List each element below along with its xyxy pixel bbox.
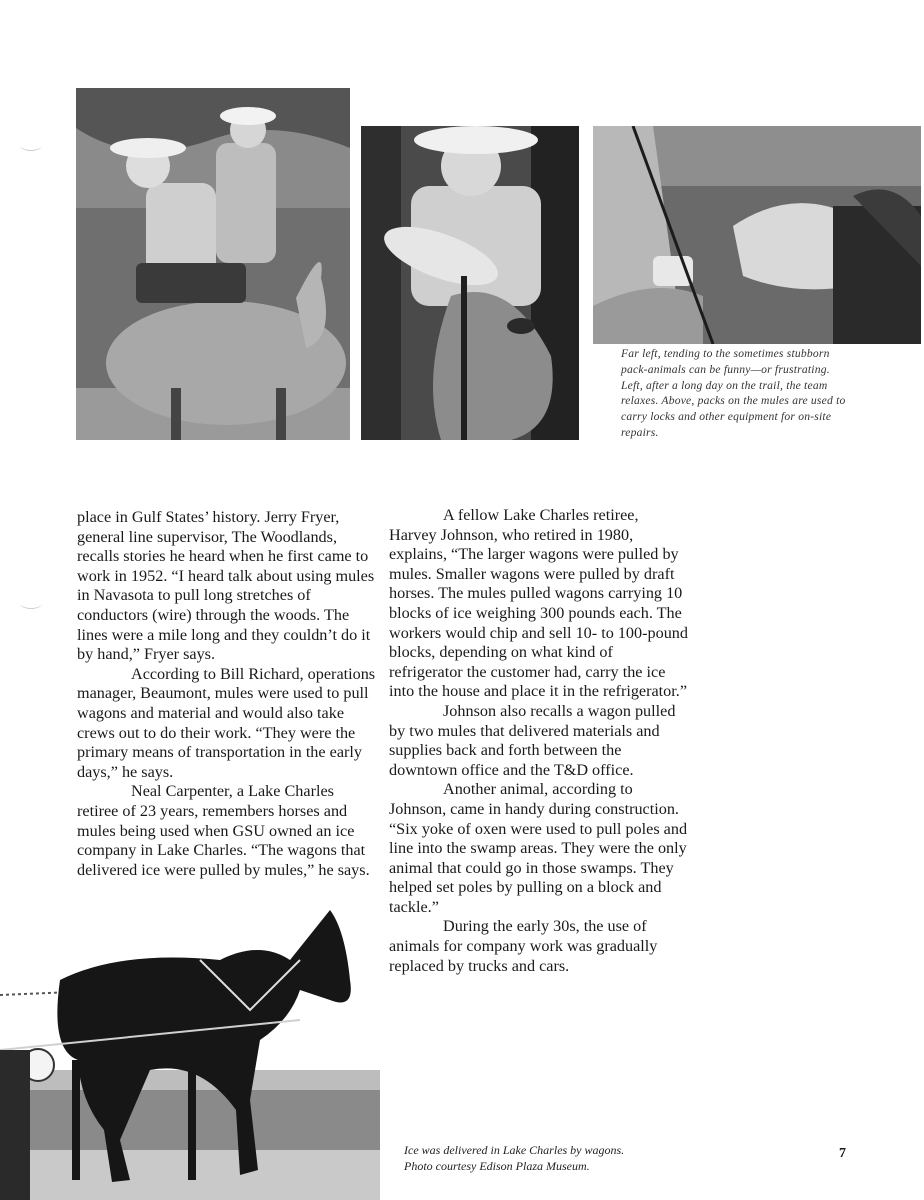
page-number: 7: [839, 1146, 846, 1161]
paragraph: Another animal, according to Johnson, came in handy during construction. “Six yoke of oxen were used to pull poles and line into the swamp areas. They were the only animal that could go in those swamps. They helped set poles by pulling on a block and tackle.”: [389, 780, 688, 916]
punch-mark: [20, 598, 42, 609]
paragraph: Neal Carpenter, a Lake Charles retiree of 23 years, remembers horses and mules being used when GSU owned an ice company in Lake Charles. “The wagons that delivered ice were pulled by mules,” he says.: [77, 782, 370, 879]
caption-line: Ice was delivered in Lake Charles by wagons.: [404, 1143, 625, 1157]
paragraph: place in Gulf States’ history. Jerry Fryer, general line supervisor, The Woodlands, recalls stories he heard when he first came to work in 1952. “I heard talk about using mules in Navasota to pull long stretches of conductors (wire) through the woods. The lines were a mile long and they couldn’t do it by hand,” Fryer says.: [77, 508, 375, 664]
man-tending-mule-photo: [361, 126, 579, 440]
photo-caption-bottom: [404, 1143, 734, 1174]
paragraph: Johnson also recalls a wagon pulled by two mules that delivered materials and supplies back and forth between the downtown office and the T&D office.: [389, 701, 676, 779]
paragraph: A fellow Lake Charles retiree, Harvey Johnson, who retired in 1980, explains, “The larger wagons were pulled by mules. Smaller wagons were pulled by draft horses. The mules pulled wagons carrying 10 blocks of ice weighing 300 pounds each. The workers would chip and sell 10- to 100-pound blocks, depending on what kind of refrigerator the customer had, carry the ice into the house and place it in the refrigerator.”: [389, 506, 688, 701]
pack-on-mule-photo: [593, 126, 921, 344]
harnessed-mule-wagon-photo: [0, 900, 380, 1200]
caption-credit: Photo courtesy Edison Plaza Museum.: [404, 1158, 590, 1173]
article-right-column: [389, 506, 689, 976]
paragraph: According to Bill Richard, operations manager, Beaumont, mules were used to pull wagons and material and would also take crews out to do their work. “They were the primary means of transportation in the early days,” he says.: [77, 664, 376, 781]
paragraph: During the early 30s, the use of animals for company work was gradually replaced by trucks and cars.: [389, 917, 658, 975]
photo-caption-top: Far left, tending to the sometimes stubborn pack-animals can be funny—or frustrating. Left, after a long day on the trail, the team relaxes. Above, packs on the mules are used to carry locks and other equipment for on-site repairs.: [621, 347, 846, 439]
cowboys-with-mule-photo: [76, 88, 350, 440]
punch-mark: [20, 140, 42, 151]
article-left-column: [77, 508, 377, 880]
